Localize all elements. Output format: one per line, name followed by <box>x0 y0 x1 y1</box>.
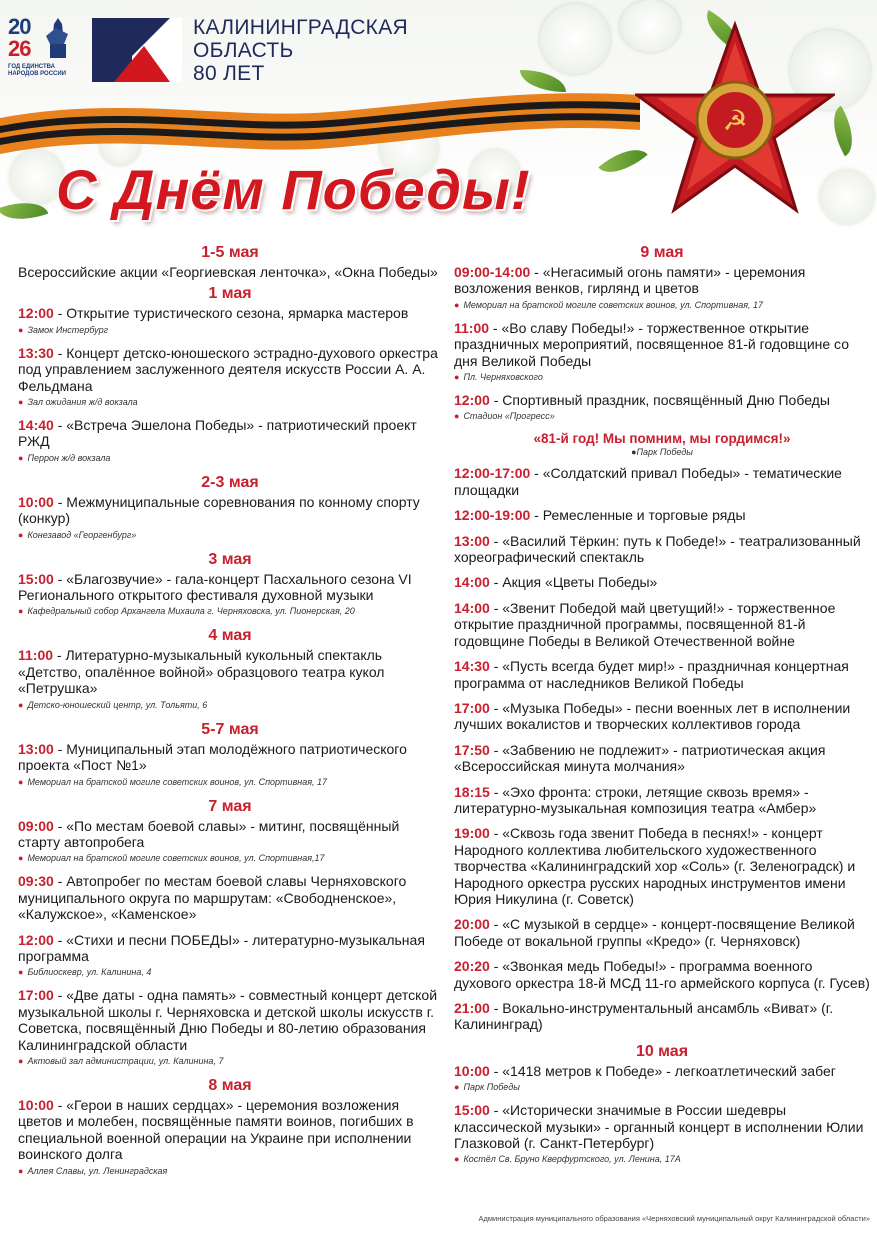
event-location <box>18 776 442 788</box>
event-location <box>18 452 442 464</box>
location-pin-icon: ● <box>18 606 24 617</box>
event-item <box>454 825 870 907</box>
event-time: 13:00 <box>454 532 490 549</box>
event-time: 12:00 <box>18 931 54 948</box>
event-time: 12:00-19:00 <box>454 507 531 524</box>
event-text: - Автопробег по местам боевой славы Черняховского муниципального округа по маршрутам: «Свободненское», «Калужское», «Каменское» <box>18 873 407 923</box>
location-pin-icon: ● <box>454 372 460 383</box>
logo-number: 26 <box>8 36 31 61</box>
region-title-line: 80 ЛЕТ <box>193 62 265 85</box>
event-item <box>454 742 870 775</box>
location-text: Детско-юношеский центр, ул. Тольяти, 6 <box>27 699 208 710</box>
event-item <box>454 600 870 649</box>
event-time: 09:30 <box>18 873 54 890</box>
event-item <box>454 465 870 498</box>
location-text: Костёл Св. Бруно Кверфуртского, ул. Ленина, 17А <box>463 1154 681 1165</box>
event-item <box>454 507 870 523</box>
event-text: - Акция «Цветы Победы» <box>489 574 658 591</box>
event-text: - Вокально-инструментальный ансамбль «Виват» (г. Калининград) <box>454 1000 834 1033</box>
event-text: - Открытие туристического сезона, ярмарка мастеров <box>53 305 409 322</box>
event-item <box>18 873 442 922</box>
event-time: 14:00 <box>454 574 490 591</box>
day-heading: 9 мая <box>640 244 684 261</box>
event-text: - Литературно-музыкальный кукольный спектакль «Детство, опалённое войной» образцового театра кукол «Петрушка» <box>18 647 385 697</box>
location-text: Библиоскевр, ул. Калинина, 4 <box>27 967 152 978</box>
event-time: 15:00 <box>454 1102 490 1119</box>
event-text: - «Две даты - одна память» - совместный концерт детской музыкальной школы г. Черняховска и детской школы искусств г. Советска, посвящённый Дню Победы и 80-летию образования Калининградской области <box>18 987 438 1053</box>
event-location <box>454 299 870 311</box>
location-text: Парк Победы <box>636 447 693 458</box>
event-item <box>18 571 442 618</box>
event-text: - «Музыка Победы» - песни военных лет в исполнении лучших вокалистов и творческих коллективов города <box>454 699 851 733</box>
event-time: 12:00 <box>454 392 490 409</box>
location-text: Аллея Славы, ул. Ленинградская <box>27 1165 168 1176</box>
event-text: - Муниципальный этап молодёжного патриотического проекта «Пост №1» <box>18 740 407 774</box>
event-location <box>18 852 442 864</box>
event-item <box>454 264 870 311</box>
location-pin-icon: ● <box>18 853 24 864</box>
location-pin-icon: ● <box>18 324 24 335</box>
event-item <box>454 700 870 733</box>
event-text: Всероссийские акции «Георгиевская ленточка», «Окна Победы» <box>18 264 438 280</box>
event-item <box>454 658 870 691</box>
event-location <box>18 1165 442 1177</box>
event-text: - Ремесленные и торговые ряды <box>530 507 746 524</box>
event-item <box>18 818 442 865</box>
event-time: 10:00 <box>454 1062 490 1079</box>
day-heading: 10 мая <box>635 1042 689 1060</box>
location-pin-icon: ● <box>454 1154 460 1165</box>
day-heading: 3 мая <box>208 550 252 568</box>
location-pin-icon: ● <box>18 452 24 463</box>
day-heading: 1-5 мая <box>201 244 259 261</box>
event-item <box>454 1000 870 1033</box>
day-heading: 5-7 мая <box>201 720 259 738</box>
event-item <box>18 932 442 979</box>
location-pin-icon: ● <box>18 967 24 978</box>
event-location <box>18 699 442 711</box>
location-pin-icon: ● <box>454 411 460 422</box>
location-text: Замок Инстербург <box>27 324 109 335</box>
footer-credit: Администрация муниципального образования «Черняховский муниципальный округ Калининградской области» <box>478 1214 870 1223</box>
location-pin-icon: ● <box>18 1165 24 1176</box>
region-title-line: КАЛИНИНГРАДСКАЯ <box>193 16 408 39</box>
event-text: - «С музыкой в сердце» - концерт-посвящение Великой Победе от вокальной группы «Кредо» (г. Черняховск) <box>454 916 855 949</box>
event-item <box>454 392 870 422</box>
event-location <box>18 529 442 541</box>
event-text: - «Эхо фронта: строки, летящие сквозь время» - литературно-музыкальная композиция театра «Амбер» <box>454 783 817 816</box>
event-item <box>18 647 442 710</box>
left-column <box>18 243 442 1186</box>
event-item <box>18 417 442 464</box>
event-item <box>18 741 442 788</box>
event-time: 20:00 <box>454 916 490 933</box>
day-heading: 8 мая <box>208 1076 252 1094</box>
location-text: Перрон ж/д вокзала <box>27 452 111 463</box>
event-item <box>454 958 870 991</box>
location-pin-icon: ● <box>454 1082 460 1093</box>
event-time: 14:40 <box>18 417 54 434</box>
event-text: - «Звонкая медь Победы!» - программа военного духового оркестра 18-й МСД 11-го армейского корпуса (г. Гусев) <box>454 958 870 991</box>
event-time: 20:20 <box>454 958 490 975</box>
location-text: Парк Победы <box>463 1082 520 1093</box>
event-item <box>454 784 870 817</box>
event-item <box>454 320 870 383</box>
location-text: Конезавод «Георгенбург» <box>27 529 137 540</box>
event-item <box>18 1097 442 1177</box>
location-text: Пл. Черняховского <box>463 372 543 383</box>
order-star-icon <box>635 20 835 220</box>
event-time: 14:30 <box>454 658 490 675</box>
event-time: 12:00-17:00 <box>454 465 531 482</box>
day-heading: 4 мая <box>208 627 252 645</box>
event-item <box>18 494 442 541</box>
location-text: Актовый зал администрации, ул. Калинина, 7 <box>27 1055 224 1066</box>
event-text: - «Во славу Победы!» - торжественное открытие праздничных мероприятий, посвященное 81-й годовщине со дня Великой Победы <box>454 319 849 369</box>
event-location <box>454 410 870 422</box>
location-text: Мемориал на братской могиле советских воинов, ул. Спортивная, 17 <box>463 299 764 310</box>
location-text: Зал ожидания ж/д вокзала <box>27 397 138 408</box>
logo-2026 <box>8 10 72 82</box>
event-text: - «Звенит Победой май цветущий!» - торжественное открытие праздничной программы, посвященной 81-й годовщине Победы в Великой Отечественной войне <box>454 599 836 649</box>
svg-text:☭: ☭ <box>722 104 748 137</box>
event-time: 13:00 <box>18 740 54 757</box>
location-text: Стадион «Прогресс» <box>463 411 555 422</box>
event-item <box>454 1102 870 1165</box>
event-text: - «Исторически значимые в России шедевры классической музыки» - органный концерт в исполнении Юлии Глазковой (г. Санкт-Петербург) <box>454 1102 864 1152</box>
location-text: Мемориал на братской могиле советских воинов, ул. Спортивная, 17 <box>27 776 328 787</box>
event-location <box>454 447 870 457</box>
event-time: 11:00 <box>454 319 490 336</box>
event-time: 14:00 <box>454 599 490 616</box>
event-item <box>18 987 442 1067</box>
day-heading: 1 мая <box>208 285 252 303</box>
event-time: 11:00 <box>18 647 54 664</box>
region-title-line: ОБЛАСТЬ <box>193 39 294 62</box>
event-location <box>454 1081 870 1093</box>
logo-caption: ГОД ЕДИНСТВА НАРОДОВ РОССИИ <box>8 64 66 77</box>
event-location <box>18 966 442 978</box>
event-text: - «Негасимый огонь памяти» - церемония возложения венков, гирлянд и цветов <box>454 264 806 297</box>
event-text: - «Благозвучие» - гала-концерт Пасхального сезона VI Регионального открытого фестиваля духовной музыки <box>18 570 412 604</box>
location-text: Кафедральный собор Архангела Михаила г. Черняховска, ул. Пионерская, 20 <box>27 606 355 617</box>
day-heading: 2-3 мая <box>201 473 259 491</box>
event-text: - «Василий Тёркин: путь к Победе!» - театрализованный хореографический спектакль <box>454 532 861 566</box>
event-time: 12:00 <box>18 305 54 322</box>
event-time: 09:00 <box>18 817 54 834</box>
event-location <box>18 1055 442 1067</box>
event-item <box>454 533 870 566</box>
header <box>0 0 877 245</box>
event-time: 09:00-14:00 <box>454 264 531 280</box>
event-item <box>18 305 442 335</box>
day-heading: 7 мая <box>208 797 252 815</box>
event-text: - «Пусть всегда будет мир!» - праздничная концертная программа от наследников Великой Победы <box>454 658 849 691</box>
event-time: 13:30 <box>18 344 54 361</box>
event-text: - Спортивный праздник, посвящённый Дню Победы <box>489 392 830 409</box>
event-text: - «Герои в наших сердцах» - церемония возложения цветов и молебен, посвящённые памяти воинов, погибших в специальной военной операции на Украине при исполнении воинского долга <box>18 1096 414 1163</box>
event-time: 10:00 <box>18 493 54 510</box>
event-location <box>18 396 442 408</box>
event-text: - «Встреча Эшелона Победы» - патриотический проект РЖД <box>18 417 417 450</box>
event-time: 10:00 <box>18 1096 54 1113</box>
event-text: - Концерт детско-юношеского эстрадно-духового оркестра под управлением заслуженного деятеля искусств России А. А. Фельдмана <box>18 344 438 394</box>
location-pin-icon: ● <box>631 447 637 458</box>
event-text: - Межмуниципальные соревнования по конному спорту (конкур) <box>18 493 420 527</box>
event-item <box>454 1063 870 1093</box>
location-pin-icon: ● <box>454 299 460 310</box>
event-time: 17:00 <box>18 987 54 1004</box>
event-item <box>18 345 442 408</box>
event-time: 17:00 <box>454 699 490 716</box>
location-pin-icon: ● <box>18 397 24 408</box>
event-location <box>18 605 442 617</box>
monument-icon <box>42 14 72 60</box>
event-time: 15:00 <box>18 570 54 587</box>
event-time: 19:00 <box>454 825 490 842</box>
event-item <box>454 574 870 590</box>
event-location <box>454 371 870 383</box>
event-item <box>454 916 870 949</box>
region-logo-icon <box>92 18 182 82</box>
location-pin-icon: ● <box>18 529 24 540</box>
event-text: - «1418 метров к Победе» - легкоатлетический забег <box>489 1062 836 1079</box>
event-text: - «Забвению не подлежит» - патриотическая акция «Всероссийская минута молчания» <box>454 741 826 775</box>
logo-number: 20 <box>8 14 31 39</box>
location-text: Мемориал на братской могиле советских воинов, ул. Спортивная,17 <box>27 853 325 864</box>
event-time: 18:15 <box>454 783 490 800</box>
location-pin-icon: ● <box>18 699 24 710</box>
slogan: «81-й год! Мы помним, мы гордимся!» <box>533 431 791 447</box>
event-time: 21:00 <box>454 1000 490 1016</box>
right-column <box>454 243 870 1174</box>
event-location <box>18 324 442 336</box>
event-location <box>454 1153 870 1165</box>
event-text: - «Солдатский привал Победы» - тематические площадки <box>454 465 842 498</box>
region-title <box>193 16 408 85</box>
event-text: - «Сквозь года звенит Победа в песнях!» - концерт Народного коллектива любительского художественного творчества «Калининградский хор «Соль» (г. Зеленоградск) и Народного оркестра русских народных инструментов имени Юрия Никулина (г. Советск) <box>454 825 856 907</box>
location-pin-icon: ● <box>18 776 24 787</box>
event-text: - «Стихи и песни ПОБЕДЫ» - литературно-музыкальная программа <box>18 931 425 964</box>
page-title: С Днём Победы! <box>56 158 531 221</box>
event-text: - «По местам боевой славы» - митинг, посвящённый старту автопробега <box>18 817 400 850</box>
event-time: 17:50 <box>454 741 490 758</box>
location-pin-icon: ● <box>18 1055 24 1066</box>
